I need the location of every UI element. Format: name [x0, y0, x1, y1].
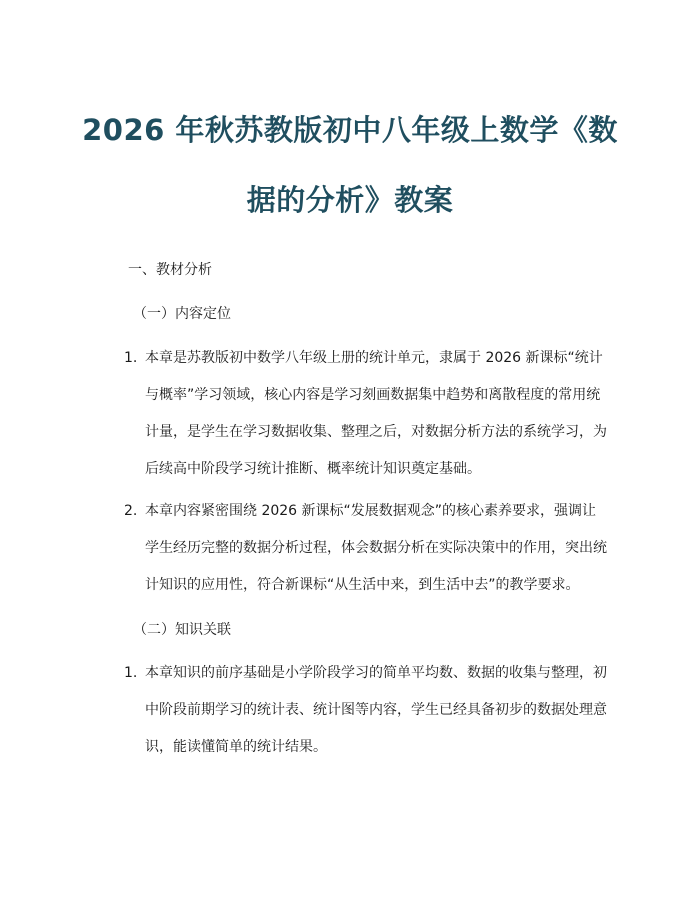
list-item-line: 计知识的应用性，符合新课标“从生活中来，到生活中去”的教学要求。: [145, 577, 580, 593]
section-heading-textbook-analysis: 一、教材分析: [128, 262, 212, 278]
document-title-line-1: 2026 年秋苏教版初中八年级上数学《数: [82, 113, 618, 147]
list-item: [124, 493, 607, 604]
list-item-line: 计量，是学生在学习数据收集、整理之后，对数据分析方法的系统学习，为: [145, 424, 607, 440]
list-item-line: 后续高中阶段学习统计推断、概率统计知识奠定基础。: [145, 461, 481, 477]
subsection-heading-knowledge-connection: （二）知识关联: [133, 622, 231, 638]
list-item-line: 本章知识的前序基础是小学阶段学习的简单平均数、数据的收集与整理，初: [145, 665, 607, 681]
document-title-line-2: 据的分析》教案: [246, 183, 454, 217]
subsection-heading-content-positioning: （一）内容定位: [133, 306, 231, 322]
list-item: [124, 340, 607, 488]
list-item: [124, 655, 607, 766]
list-item-number: 2.: [124, 503, 138, 519]
list-item-line: 本章是苏教版初中数学八年级上册的统计单元，隶属于 2026 新课标“统计: [145, 350, 603, 366]
list-item-number: 1.: [124, 350, 138, 366]
list-item-line: 学生经历完整的数据分析过程，体会数据分析在实际决策中的作用，突出统: [145, 540, 607, 556]
list-item-line: 中阶段前期学习的统计表、统计图等内容，学生已经具备初步的数据处理意: [145, 702, 607, 718]
list-item-line: 与概率”学习领域，核心内容是学习刻画数据集中趋势和离散程度的常用统: [145, 387, 601, 403]
list-item-line: 识，能读懂简单的统计结果。: [145, 739, 327, 755]
list-item-number: 1.: [124, 665, 138, 681]
list-item-line: 本章内容紧密围绕 2026 新课标“发展数据观念”的核心素养要求，强调让: [145, 503, 597, 519]
